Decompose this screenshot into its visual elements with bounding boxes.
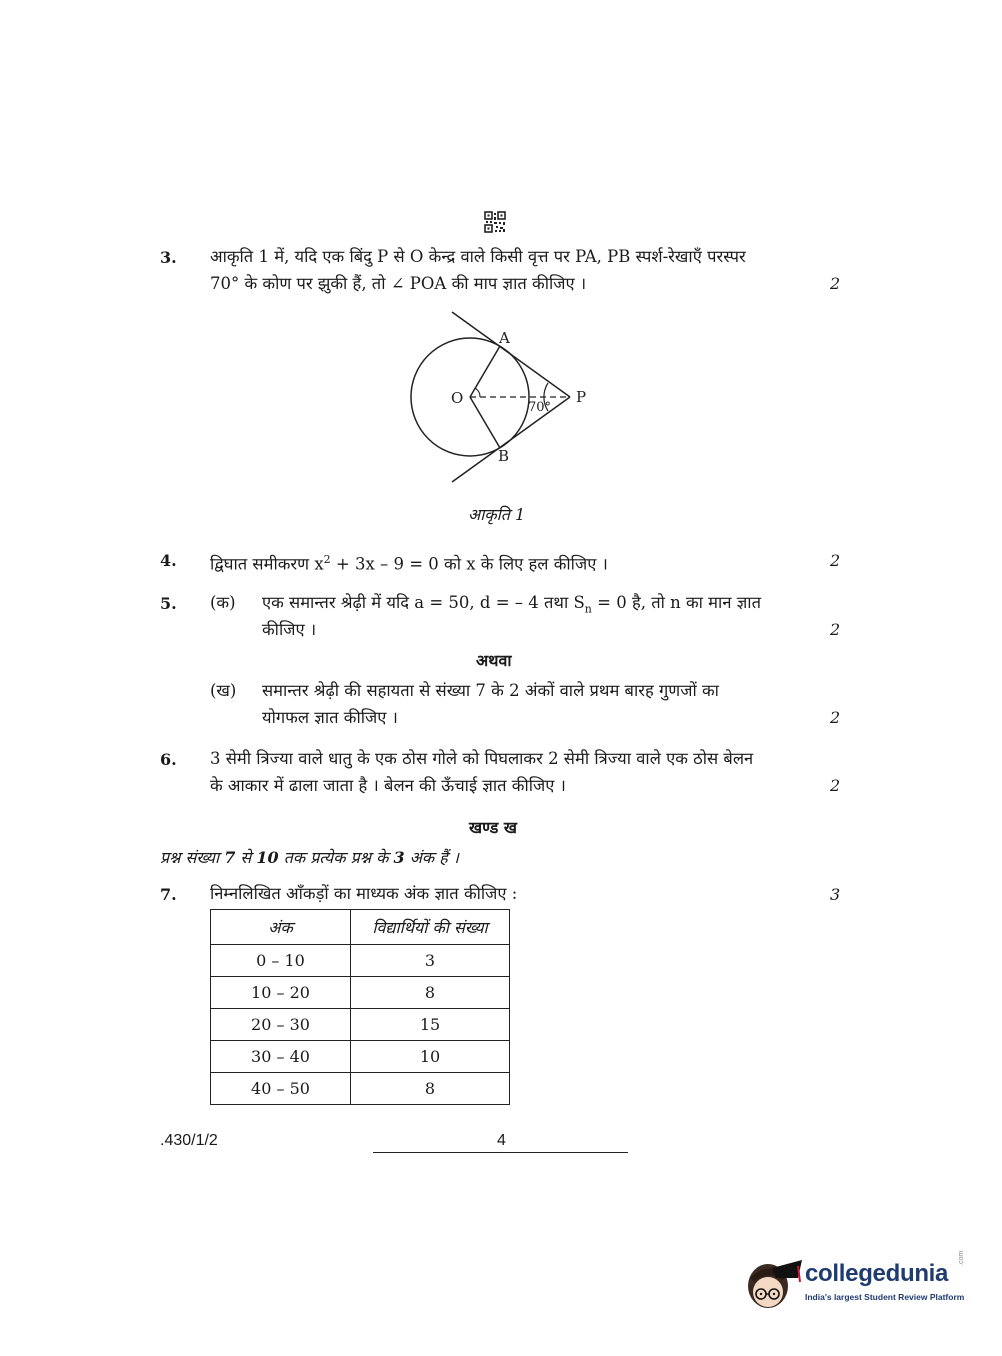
logo-tagline: India's largest Student Review Platform [805,1292,965,1302]
question-7-text: निम्नलिखित आँकड़ों का माध्यक अंक ज्ञात कीजिए : [210,884,518,903]
question-6-line-2: के आकार में ढाला जाता है । बेलन की ऊँचाई ज्ञात कीजिए । [210,776,566,795]
table-header-row [211,910,510,945]
table-cell-frequency: 15 [351,1009,510,1041]
table-cell-frequency: 10 [351,1041,510,1073]
question-7-marks: 3 [830,885,841,904]
table-cell-frequency: 8 [351,1073,510,1105]
figure-1-circle-tangents [400,300,600,490]
question-3-line-1: आकृति 1 में, यदि एक बिंदु P से O केन्द्र वाले किसी वृत्त पर PA, PB स्पर्श-रेखाएँ परस्पर [210,247,746,266]
question-5-part-a-line-1: एक समान्तर श्रेढ़ी में यदि a = 50, d = – 4 तथा $S_n = 0$ है, तो n का मान ज्ञात [262,593,761,616]
angle-arc-poa [475,388,480,397]
footer-rule [373,1152,628,1153]
table-row [211,945,510,977]
tangent-pa [452,312,570,397]
table-cell-class: 40 – 50 [211,1073,351,1105]
question-5-part-a-line-2: कीजिए । [262,620,317,639]
page-number: 4 [497,1132,506,1149]
question-5-part-b-line-1: समान्तर श्रेढ़ी की सहायता से संख्या 7 के 2 अंकों वाले प्रथम बारह गुणजों का [262,681,719,700]
table-cell-class: 20 – 30 [211,1009,351,1041]
question-5-part-b-label: (ख) [210,681,237,700]
or-separator: अथवा [476,651,512,670]
table-header-marks: अंक [211,910,351,945]
label-p: P [576,388,587,406]
table-row [211,1009,510,1041]
section-b-title: खण्ड ख [469,818,517,837]
question-4-marks: 2 [830,551,841,570]
question-6-number: 6. [160,750,177,769]
figure-1-caption: आकृति 1 [468,505,526,524]
label-angle: 70° [528,400,552,415]
question-4-text: द्विघात समीकरण $x^2 + 3x - 9 = 0$ को x के लिए हल कीजिए । [210,553,608,574]
question-6-marks: 2 [830,776,841,795]
section-b-instruction: प्रश्न संख्या 7 से 10 तक प्रत्येक प्रश्न के 3 अंक हैं । [160,848,459,867]
table-cell-class: 0 – 10 [211,945,351,977]
table-row [211,1073,510,1105]
table-cell-class: 30 – 40 [211,1041,351,1073]
question-6-line-1: 3 सेमी त्रिज्या वाले धातु के एक ठोस गोले को पिघलाकर 2 सेमी त्रिज्या वाले एक ठोस बेलन [210,749,754,768]
table-row [211,1041,510,1073]
label-a: A [499,329,510,347]
tangent-pb [452,397,570,482]
logo-com-text: .com [958,1250,965,1266]
question-3-line-2: 70° के कोण पर झुकी हैं, तो ∠ POA की माप ज्ञात कीजिए । [210,274,587,293]
question-3-number: 3. [160,248,177,267]
table-cell-frequency: 8 [351,977,510,1009]
marks-frequency-table [210,909,510,1105]
label-b: B [498,447,510,465]
question-5-part-b-line-2: योगफल ज्ञात कीजिए । [262,708,398,727]
question-4-number: 4. [160,551,177,570]
table-cell-class: 10 – 20 [211,977,351,1009]
logo-brand-text: collegedunia [805,1260,949,1287]
student-mascot-icon [742,1256,804,1312]
question-5-part-a-label: (क) [210,593,236,612]
question-3-marks: 2 [830,274,841,293]
label-o: O [451,389,464,407]
radius-oa [470,346,500,397]
question-5-number: 5. [160,594,177,613]
collegedunia-logo [742,1250,982,1320]
paper-code: .430/1/2 [160,1132,218,1149]
table-row [211,977,510,1009]
question-5-part-b-marks: 2 [830,708,841,727]
radius-ob [470,397,500,448]
table-header-students: विद्यार्थियों की संख्या [351,910,510,945]
question-5-part-a-marks: 2 [830,620,841,639]
question-7-number: 7. [160,885,177,904]
qr-code-icon [484,211,506,233]
table-cell-frequency: 3 [351,945,510,977]
